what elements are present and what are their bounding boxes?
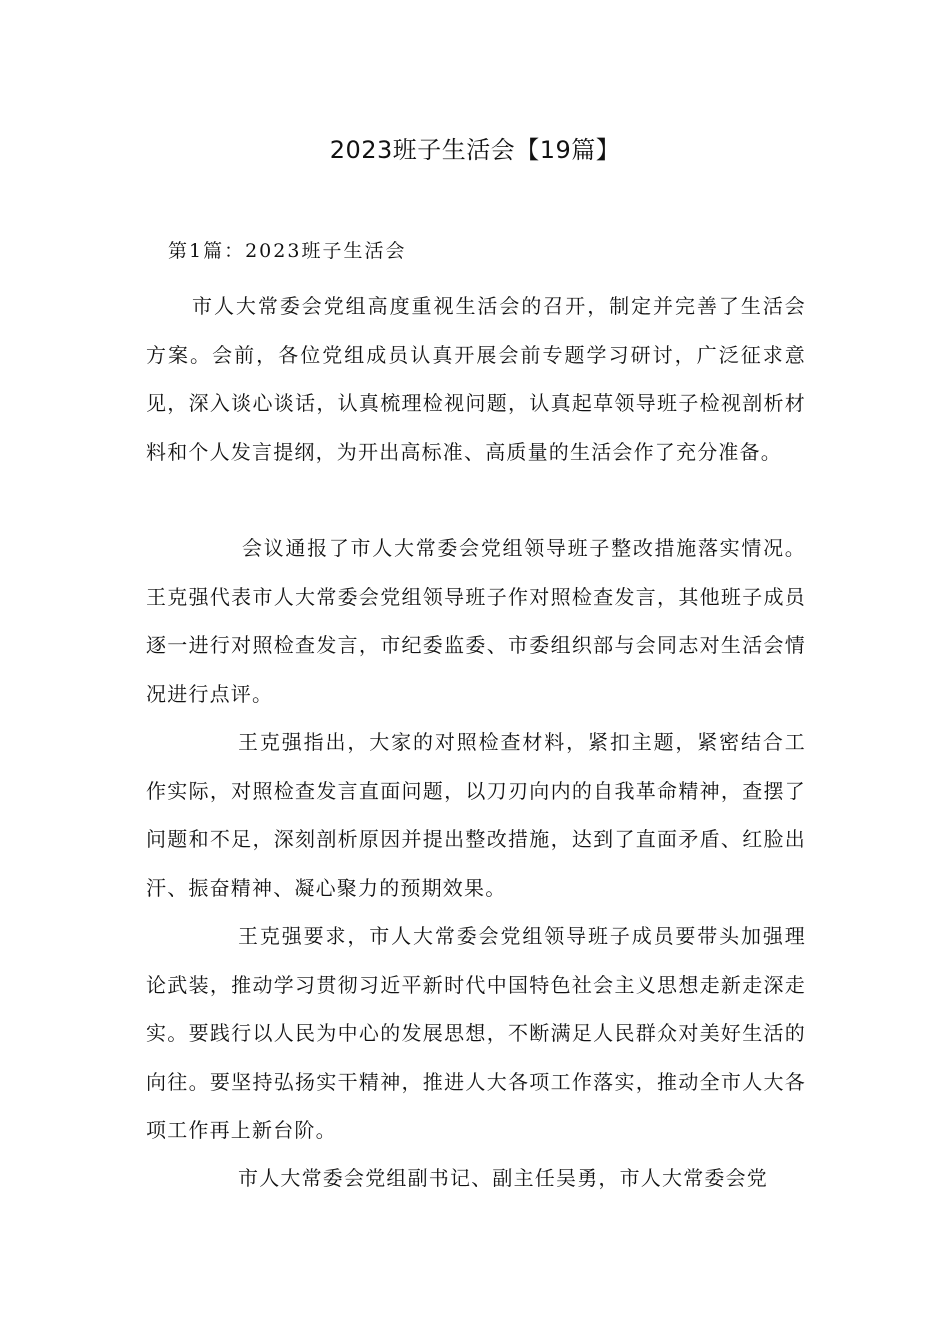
paragraph-3: 王克强指出，大家的对照检查材料，紧扣主题，紧密结合工作实际，对照检查发言直面问题，以刀刃向内的自我革命精神，查摆了问题和不足，深刻剖析原因并提出整改措施，达到了直面矛盾、红脸出汗、振奋精神、凝心聚力的预期效果。 [146,730,806,900]
document-title: 2023班子生活会【19篇】 [329,136,621,164]
paragraph-1: 市人大常委会党组高度重视生活会的召开，制定并完善了生活会方案。会前，各位党组成员认真开展会前专题学习研讨，广泛征求意见，深入谈心谈话，认真梳理检视问题，认真起草领导班子检视剖析材料和个人发言提纲，为开出高标准、高质量的生活会作了充分准备。 [146,294,806,464]
paragraph-5: 市人大常委会党组副书记、副主任吴勇，市人大常委会党 [238,1166,768,1190]
paragraph-4: 王克强要求，市人大常委会党组领导班子成员要带头加强理论武装，推动学习贯彻习近平新时代中国特色社会主义思想走新走深走实。要践行以人民为中心的发展思想，不断满足人民群众对美好生活的向往。要坚持弘扬实干精神，推进人大各项工作落实，推动全市人大各项工作再上新台阶。 [146,924,806,1142]
section-heading: 第1篇：2023班子生活会 [168,240,407,262]
paragraph-2: 会议通报了市人大常委会党组领导班子整改措施落实情况。王克强代表市人大常委会党组领导班子作对照检查发言，其他班子成员逐一进行对照检查发言，市纪委监委、市委组织部与会同志对生活会情况进行点评。 [146,536,806,706]
